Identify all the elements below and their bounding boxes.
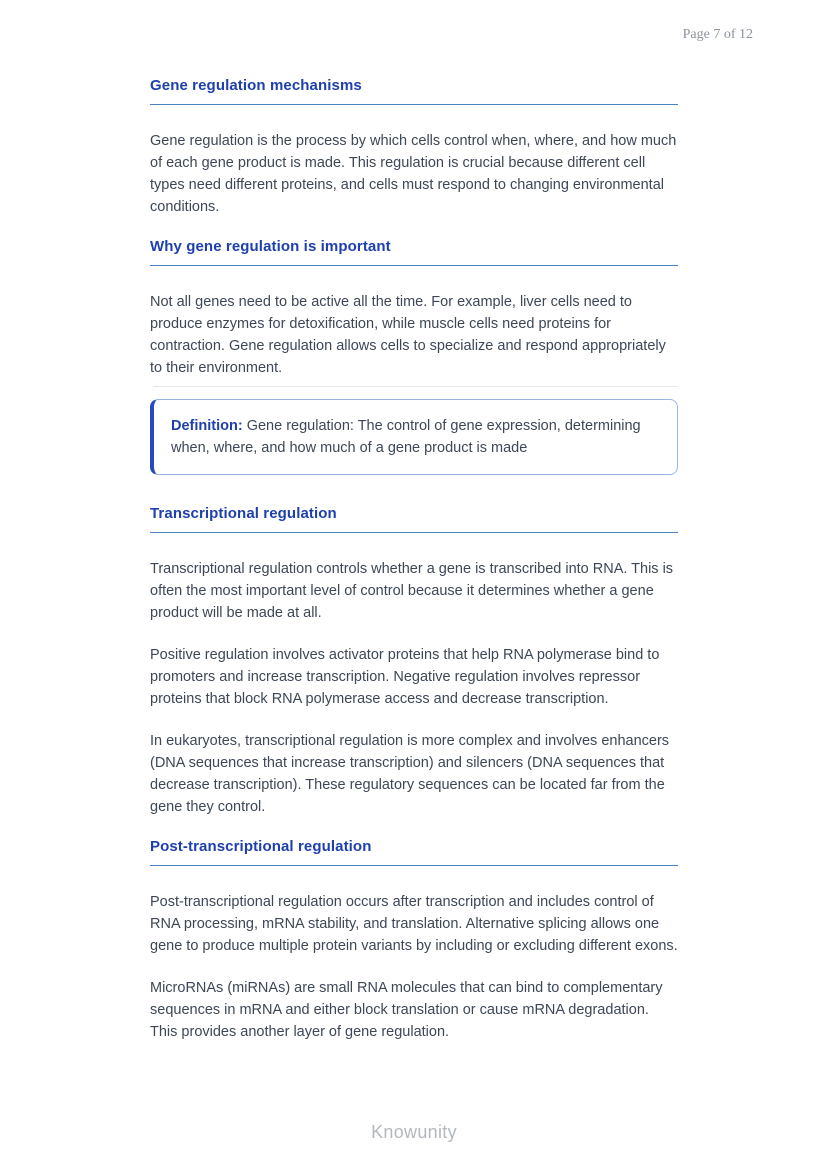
body-paragraph: Transcriptional regulation controls whether a gene is transcribed into RNA. This is often the most important level of control because it determines whether a gene product will be made at all. <box>150 561 674 621</box>
body-paragraph: Gene regulation is the process by which cells control when, where, and how much of each gene product is made. This regulation is crucial because different cell types need different proteins, and cells must respond to changing environmental conditions. <box>150 133 677 215</box>
body-paragraph: Positive regulation involves activator proteins that help RNA polymerase bind to promoters and increase transcription. Negative regulation involves repressor proteins that block RNA polymerase access and decrease transcription. <box>150 647 660 707</box>
definition-text: Gene regulation: The control of gene expression, determining when, where, and how much of a gene product is made <box>171 418 641 456</box>
section-heading: Why gene regulation is important <box>150 238 678 266</box>
body-paragraph: MicroRNAs (miRNAs) are small RNA molecules that can bind to complementary sequences in mRNA and either block translation or cause mRNA degradation. This provides another layer of gene regulation. <box>150 980 663 1040</box>
body-paragraph: In eukaryotes, transcriptional regulation is more complex and involves enhancers (DNA sequences that increase transcription) and silencers (DNA sequences that decrease transcription). These regulatory sequences can be located far from the gene they control. <box>150 733 670 815</box>
document-content <box>150 77 678 1063</box>
body-paragraph: Not all genes need to be active all the time. For example, liver cells need to produce enzymes for detoxification, while muscle cells need proteins for contraction. Gene regulation allows cells to specialize and respond appropriately to their environment. <box>150 294 666 376</box>
definition-callout-box <box>150 399 678 475</box>
footer-brand-watermark: Knowunity <box>371 1122 457 1142</box>
definition-content <box>171 415 657 459</box>
section-heading: Transcriptional regulation <box>150 505 678 533</box>
page-number-indicator: Page 7 of 12 <box>682 27 753 42</box>
section-heading: Post-transcriptional regulation <box>150 838 678 866</box>
section-heading: Gene regulation mechanisms <box>150 77 678 105</box>
body-paragraph: Post-transcriptional regulation occurs after transcription and includes control of RNA processing, mRNA stability, and translation. Alternative splicing allows one gene to produce multiple protein variants by including or excluding different exons. <box>150 894 678 954</box>
definition-label: Definition: <box>171 418 243 434</box>
